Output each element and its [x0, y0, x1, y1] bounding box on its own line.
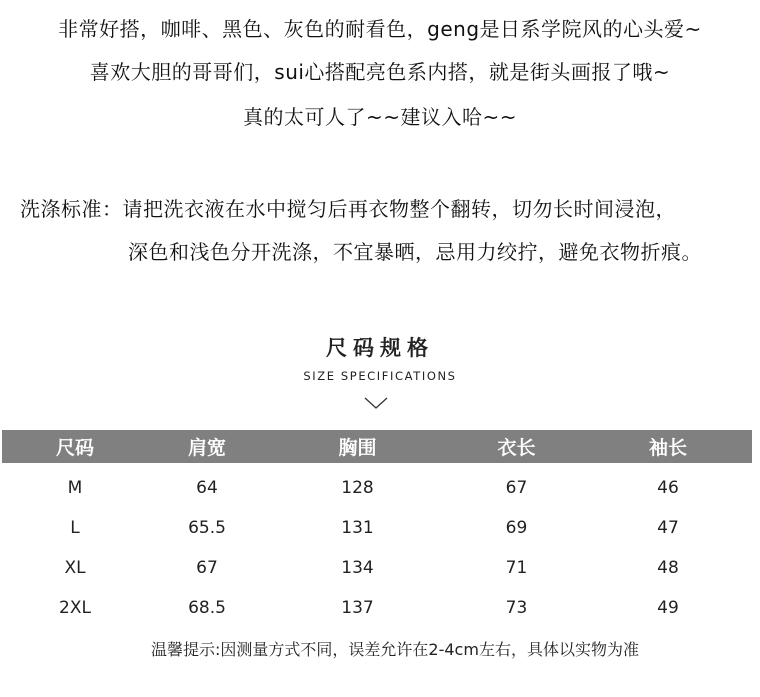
cell-shoulder: 65.5	[188, 518, 226, 538]
cell-length: 69	[505, 518, 528, 538]
table-row	[2, 508, 752, 548]
cell-chest: 131	[341, 518, 374, 538]
cell-size: M	[67, 478, 83, 498]
cell-shoulder: 67	[196, 558, 218, 578]
table-row	[2, 468, 752, 508]
header-chest: 胸围	[338, 437, 377, 459]
header-size: 尺码	[55, 437, 94, 459]
size-table-header	[2, 430, 752, 463]
washing-line-2: 深色和浅色分开洗涤，不宜暴晒，忌用力绞拧，避免衣物折痕。	[128, 240, 702, 264]
cell-sleeve: 47	[657, 518, 679, 538]
cell-size: XL	[64, 558, 86, 578]
washing-line-1: 洗涤标准：请把洗衣液在水中搅匀后再衣物整个翻转，切勿长时间浸泡，	[20, 197, 676, 221]
cell-length: 71	[505, 558, 528, 578]
cell-length: 67	[505, 478, 528, 498]
cell-size: L	[70, 518, 80, 538]
cell-sleeve: 49	[657, 598, 679, 618]
size-section-title: 尺码规格	[326, 336, 434, 360]
header-sleeve: 袖长	[648, 437, 687, 459]
table-row	[2, 548, 752, 588]
cell-size: 2XL	[59, 598, 91, 618]
description-line-3: 真的太可人了~~建议入哈~~	[242, 105, 518, 129]
size-table	[2, 430, 752, 628]
cell-chest: 137	[341, 598, 374, 618]
cell-sleeve: 48	[657, 558, 679, 578]
header-shoulder: 肩宽	[187, 437, 226, 459]
chevron-down-icon	[363, 396, 389, 410]
cell-chest: 128	[341, 478, 374, 498]
cell-sleeve: 46	[657, 478, 679, 498]
cell-shoulder: 68.5	[188, 598, 226, 618]
table-row	[2, 588, 752, 628]
description-line-2: 喜欢大胆的哥哥们，sui心搭配亮色系内搭，就是街头画报了哦~	[89, 60, 671, 84]
cell-length: 73	[505, 598, 528, 618]
cell-shoulder: 64	[196, 478, 218, 498]
measurement-note: 温馨提示:因测量方式不同，误差允许在2-4cm左右，具体以实物为准	[151, 640, 639, 659]
size-section-subtitle: SIZE SPECIFICATIONS	[303, 369, 457, 383]
cell-chest: 134	[341, 558, 374, 578]
description-line-1: 非常好搭，咖啡、黑色、灰色的耐看色，geng是日系学院风的心头爱~	[58, 17, 702, 41]
header-length: 衣长	[497, 437, 536, 459]
